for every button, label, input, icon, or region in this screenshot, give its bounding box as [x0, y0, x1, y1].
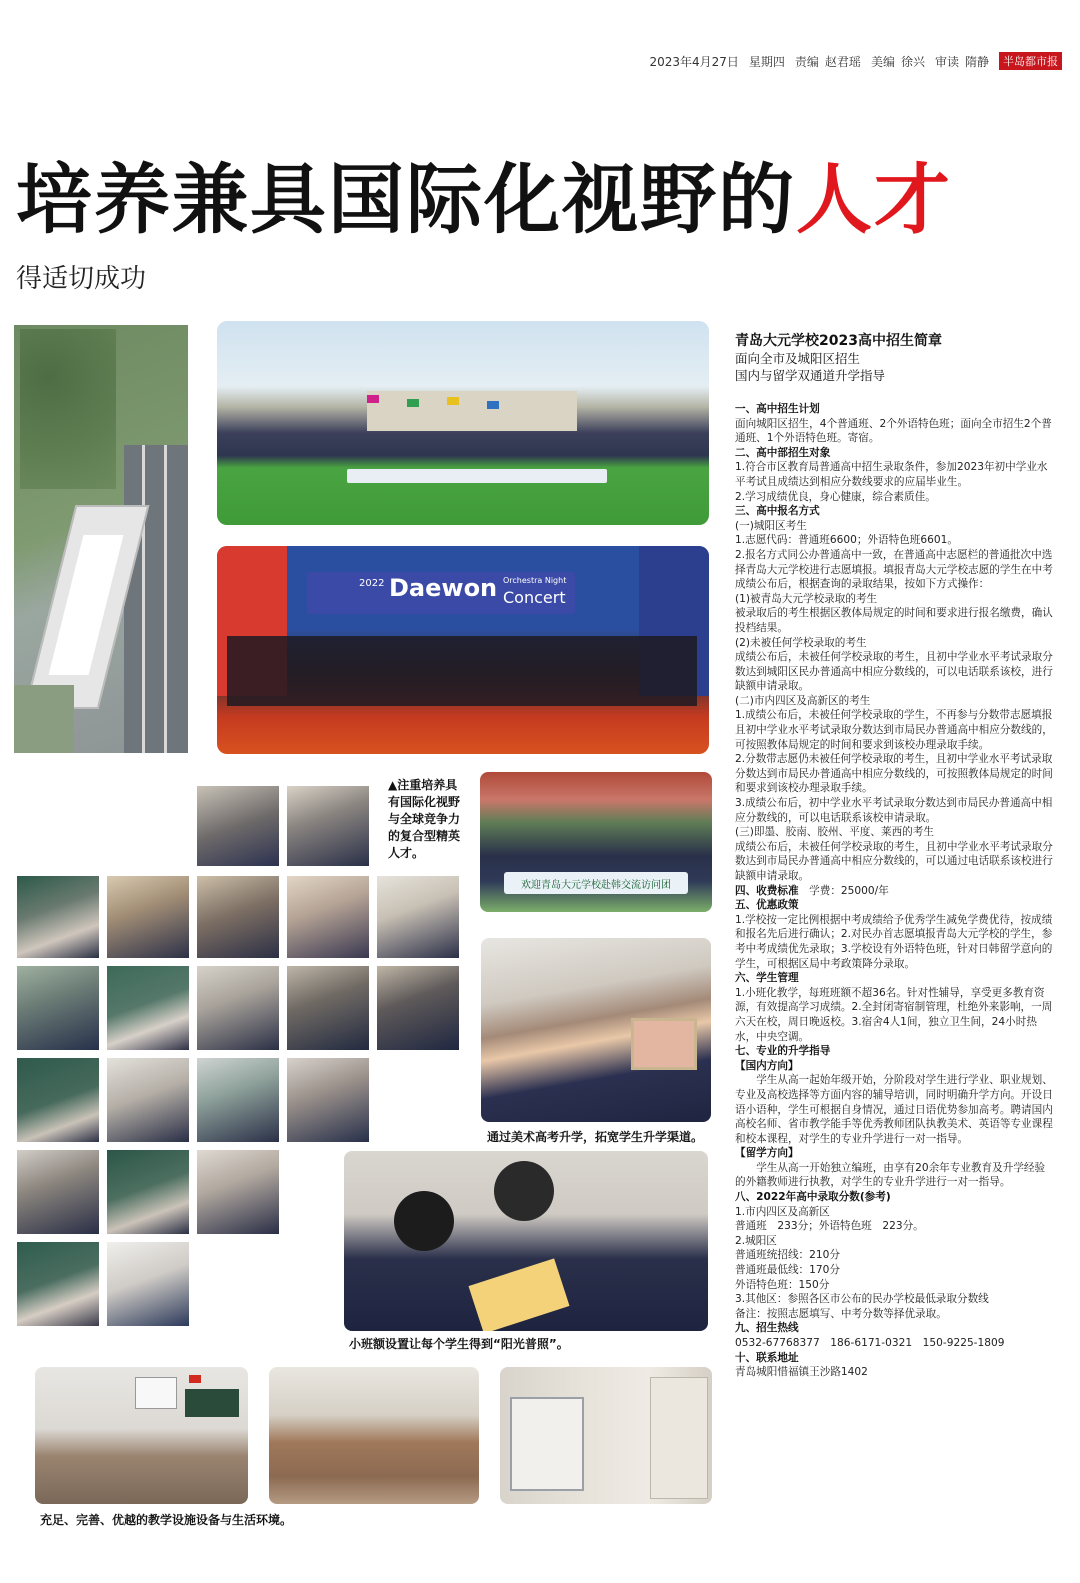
headline-black: 培养兼具国际化视野的 — [16, 155, 796, 244]
classroom-photo — [197, 1150, 279, 1234]
article-subtitle-1: 面向全市及城阳区招生 — [735, 351, 861, 366]
exchange-visit-photo — [480, 772, 712, 912]
section-text: 2.城阳区 — [735, 1234, 777, 1247]
editor-label: 责编 — [794, 54, 819, 69]
section-text: 2.报名方式同公办普通高中一致，在普通高中志愿栏的普通批次中选择青岛大元学校进行志愿填报。填报青岛大元学校志愿的学生在中考成绩公布后，根据查询的录取结果，按如下方式操作： — [735, 548, 1053, 591]
section-heading: 五、优惠政策 — [735, 899, 799, 912]
section-text: 1.市内四区及高新区 — [735, 1205, 830, 1218]
section-text: 3.其他区：参照各区市公布的民办学校最低录取分数线 — [735, 1293, 989, 1306]
section-heading: 二、高中部招生对象 — [735, 446, 831, 459]
section-text: 学生从高一开始独立编班，由享有20余年专业教育及升学经验的外籍教师进行执教，对学生的专业升学进行一对一指导。 — [735, 1161, 1046, 1189]
classroom-photo — [287, 1058, 369, 1142]
section-text: 1.小班化教学，每班班额不超36名。针对性辅导，享受更多教育资源，有效提高学习成绩。2.全封闭寄宿制管理，杜绝外来影响，一周六天在校，周日晚返校。3.宿舍4人1间，独立卫生间，24小时热水，中央空调。 — [735, 986, 1053, 1043]
section-text: (二)市内四区及高新区的考生 — [735, 694, 871, 707]
classroom-photo — [197, 966, 279, 1050]
classroom-photo — [377, 876, 459, 958]
section-text: 普通班 233分；外语特色班 223分。 — [735, 1220, 924, 1233]
group-photo-lawn — [217, 321, 709, 525]
classroom-photo — [287, 786, 369, 866]
editor-name: 赵君瑶 — [824, 54, 861, 69]
classroom-photo — [287, 966, 369, 1050]
section-text: 2.分数带志愿仍未被任何学校录取的考生，且初中学业水平考试录取分数达到市局民办普通高中相应分数线的，可按照教体局规定的时间和要求到该校办理录取手续。 — [735, 753, 1053, 795]
issue-weekday: 星期四 — [748, 54, 785, 69]
concert-word-text: Concert — [503, 588, 566, 607]
classroom-photo — [17, 1150, 99, 1234]
classroom-photo — [17, 966, 99, 1050]
article-title: 青岛大元学校2023高中招生简章 — [735, 333, 942, 349]
classroom-photo — [17, 1242, 99, 1326]
subsection-heading: 【留学方向】 — [735, 1147, 799, 1160]
section-heading: 十、联系地址 — [735, 1351, 799, 1364]
article-subtitle-2: 国内与留学双通道升学指导 — [735, 368, 886, 383]
section-text: (1)被青岛大元学校录取的考生 — [735, 592, 878, 605]
concert-year-text: 2022 — [359, 578, 385, 589]
classroom-photo — [287, 876, 369, 958]
contact-address: 青岛城阳惜福镇王沙路1402 — [735, 1366, 868, 1379]
banner-text: 欢迎青岛大元学校赴韩交流访问团 — [521, 879, 671, 891]
concert-name-text: Daewon — [389, 574, 498, 602]
classroom-photo — [17, 876, 99, 958]
caption-small-class: 小班额设置让每个学生得到“阳光普照”。 — [349, 1337, 569, 1351]
section-heading: 八、2022年高中录取分数(参考) — [735, 1191, 891, 1204]
page-header — [649, 52, 1062, 70]
classroom-photo — [377, 966, 459, 1050]
section-heading: 三、高中报名方式 — [735, 505, 820, 518]
section-heading: 九、招生热线 — [735, 1322, 799, 1335]
section-text: 学生从高一起始年级开始，分阶段对学生进行学业、职业规划、专业及高校选择等方面内容的辅导培训，同时明确升学方向。开设日语小语种，学生可根据自身情况，通过日语优势参加高考。聘请国内高校名师、省市教学能手等优秀教师团队执教美术、英语等专业课程和校本课程，对学生的专业升学进行一对一指导。 — [735, 1074, 1053, 1145]
section-text: 1.成绩公布后，未被任何学校录取的学生，不再参与分数带志愿填报且初中学业水平考试录取分数达到市局民办普通高中相应分数线的，可按照教体局规定的时间和要求到该校办理录取手续。 — [735, 709, 1053, 751]
section-heading: 七、专业的升学指导 — [735, 1045, 831, 1058]
section-text: 外语特色班：150分 — [735, 1278, 830, 1291]
section-text: 面向城阳区招生，4个普通班、2个外语特色班；面向全市招生2个普通班、1个外语特色班。寄宿。 — [735, 417, 1052, 445]
subtitle: 得适切成功 — [16, 264, 147, 294]
section-text: 被录取后的考生根据区教体局规定的时间和要求进行报名缴费，确认投档结果。 — [735, 607, 1053, 634]
classroom-photo — [197, 786, 279, 866]
small-class-photo — [344, 1151, 708, 1331]
section-text: 2.学习成绩优良，身心健康，综合素质佳。 — [735, 490, 936, 503]
hotline-numbers: 0532-67768377 186-6171-0321 150-9225-1809 — [735, 1337, 1005, 1349]
concert-sub-text: Orchestra Night — [503, 576, 567, 585]
classroom-photo — [107, 1150, 189, 1234]
dormitory-photo — [500, 1367, 712, 1504]
section-text: 成绩公布后，未被任何学校录取的考生，且初中学业水平考试录取分数达到市局民办普通高中相应分数线的，可以通过电话联系该校进行缺额申请录取。 — [735, 840, 1053, 882]
cafeteria-photo — [269, 1367, 479, 1504]
section-text: (一)城阳区考生 — [735, 519, 807, 532]
classroom-photo — [107, 1242, 189, 1326]
section-text: 普通班最低线：170分 — [735, 1264, 840, 1277]
caption-facility: 充足、完善、优越的教学设施设备与生活环境。 — [40, 1513, 293, 1527]
section-heading: 一、高中招生计划 — [735, 403, 820, 415]
section-text: (2)未被任何学校录取的考生 — [735, 636, 867, 649]
caption-international: ▲注重培养具有国际化视野与全球竞争力的复合型精英人才。 — [388, 778, 461, 860]
classroom-facility-photo — [35, 1367, 248, 1504]
campus-aerial-image — [14, 325, 188, 753]
classroom-photo — [107, 966, 189, 1050]
tuition-value: 学费：25000/年 — [809, 884, 889, 897]
classroom-photo — [197, 1058, 279, 1142]
section-text: 3.成绩公布后，初中学业水平考试录取分数达到市局民办普通高中相应分数线的，可以电话联系该校申请录取。 — [735, 797, 1053, 824]
classroom-photo — [107, 1058, 189, 1142]
admissions-article — [735, 332, 1053, 1380]
orchestra-concert-photo — [217, 546, 709, 754]
headline — [16, 150, 952, 250]
art-editor-name: 徐兴 — [900, 54, 925, 69]
section-text: 1.志愿代码：普通班6600；外语特色班6601。 — [735, 534, 958, 547]
subsection-heading: 【国内方向】 — [735, 1059, 799, 1072]
classroom-photo — [17, 1058, 99, 1142]
headline-red: 人才 — [796, 155, 952, 244]
art-editor-label: 美编 — [870, 54, 895, 69]
section-text: 1.学校按一定比例根据中考成绩给予优秀学生减免学费优待，按成绩和报名先后进行确认；2.对民办首志愿填报青岛大元学校的学生，参考中考成绩优先录取；3.学校设有外语特色班，针对日韩留学意向的学生，可根据区局中考政策降分录取。 — [735, 913, 1053, 970]
section-text: (三)即墨、胶南、胶州、平度、莱西的考生 — [735, 826, 934, 839]
proofreader-name: 隋静 — [964, 54, 989, 69]
section-heading: 四、收费标准 — [735, 884, 799, 897]
caption-art: 通过美术高考升学，拓宽学生升学渠道。 — [487, 1130, 704, 1144]
section-text: 1.符合市区教育局普通高中招生录取条件，参加2023年初中学业水平考试且成绩达到相应分数线要求的应届毕业生。 — [735, 461, 1048, 488]
section-text: 备注：按照志愿填写、中考分数等择优录取。 — [735, 1307, 947, 1320]
art-class-photo — [481, 938, 711, 1122]
classroom-photo — [107, 876, 189, 958]
section-text: 成绩公布后，未被任何学校录取的考生，且初中学业水平考试录取分数达到城阳区民办普通高中相应分数线的，可以电话联系该校，进行缺额申请录取。 — [735, 651, 1053, 693]
section-text: 普通班统招线：210分 — [735, 1249, 840, 1262]
section-heading: 六、学生管理 — [735, 972, 799, 985]
classroom-photo — [197, 876, 279, 958]
newspaper-logo: 半岛都市报 — [999, 52, 1062, 70]
proofreader-label: 审读 — [934, 54, 959, 69]
issue-date: 2023年4月27日 — [649, 54, 739, 69]
